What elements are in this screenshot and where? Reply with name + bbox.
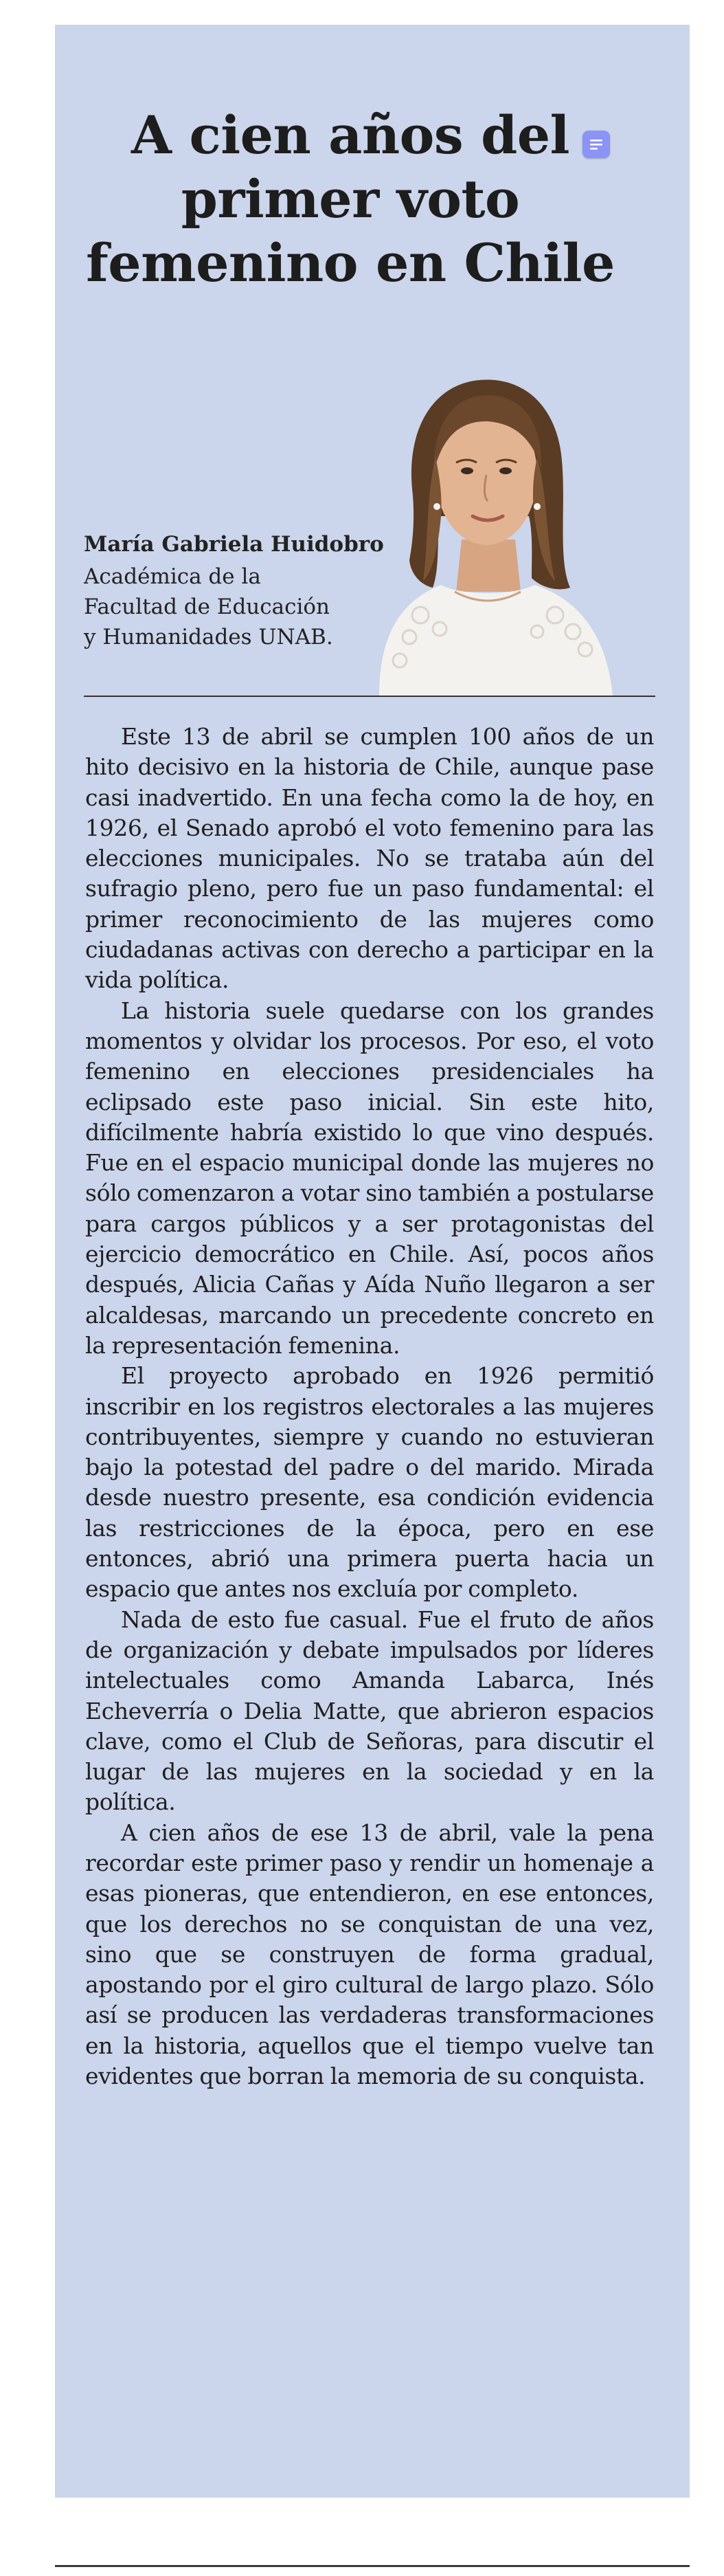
author-block	[84, 527, 400, 652]
author-affiliation: Académica de la	[84, 564, 261, 589]
author-name: María Gabriela Huidobro	[84, 532, 384, 557]
title-line: femenino en Chile	[86, 232, 615, 293]
article-paragraph: El proyecto aprobado en 1926 permitió inscribir en los registros electorales a las mujeres contribuyentes, siempre y cuando no estuvieran bajo la potestad del padre o del marido. Mirada desde nuestro presente, esa condición evidencia las restricciones de la época, pero en ese entonces, abrió una primera puerta hacia un espacio que antes nos excluía por completo.	[85, 1362, 654, 1603]
bottom-divider	[55, 2565, 690, 2567]
article-paragraph: Este 13 de abril se cumplen 100 años de un hito decisivo en la historia de Chile, aunque pase casi inadvertido. En una fecha como la de hoy, en 1926, el Senado aprobó el voto femenino para las elecciones municipales. No se trataba aún del sufragio pleno, pero fue un paso fundamental: el primer reconocimiento de las mujeres como ciudadanas activas con derecho a participar en la vida política.	[85, 723, 654, 994]
header-divider	[84, 696, 655, 697]
author-affiliation: y Humanidades UNAB.	[84, 625, 333, 649]
title-line: A cien años del	[131, 104, 569, 166]
article-paragraph: La historia suele quedarse con los grandes momentos y olvidar los procesos. Por eso, el voto femenino en elecciones presidenciales ha eclipsado este paso inicial. Sin este hito, difícilmente habría existido lo que vino después. Fue en el espacio municipal donde las mujeres no sólo comenzaron a votar sino también a postularse para cargos públicos y a ser protagonistas del ejercicio democrático en Chile. Así, pocos años después, Alicia Cañas y Aída Nuño llegaron a ser alcaldesas, marcando un precedente concreto en la representación femenina.	[85, 997, 654, 1359]
article-body	[85, 722, 654, 2091]
article-title	[62, 103, 639, 295]
title-line: primer voto	[181, 168, 520, 230]
article-paragraph: Nada de esto fue casual. Fue el fruto de años de organización y debate impulsados por líderes intelectuales como Amanda Labarca, Inés Echeverría o Delia Matte, que abrieron espacios clave, como el Club de Señoras, para discutir el lugar de las mujeres en la sociedad y en la política.	[85, 1606, 654, 1816]
author-affiliation: Facultad de Educación	[84, 595, 330, 619]
article-paragraph: A cien años de ese 13 de abril, vale la pena recordar este primer paso y rendir un homenaje a esas pioneras, que entendieron, en ese entonces, que los derechos no se conquistan de una vez, sino que se construyen de forma gradual, apostando por el giro cultural de largo plazo. Sólo así se producen las verdaderas transformaciones en la historia, aquellos que el tiempo vuelve tan evidentes que borran la memoria de su conquista.	[85, 1819, 654, 2090]
comment-icon[interactable]	[582, 131, 610, 158]
